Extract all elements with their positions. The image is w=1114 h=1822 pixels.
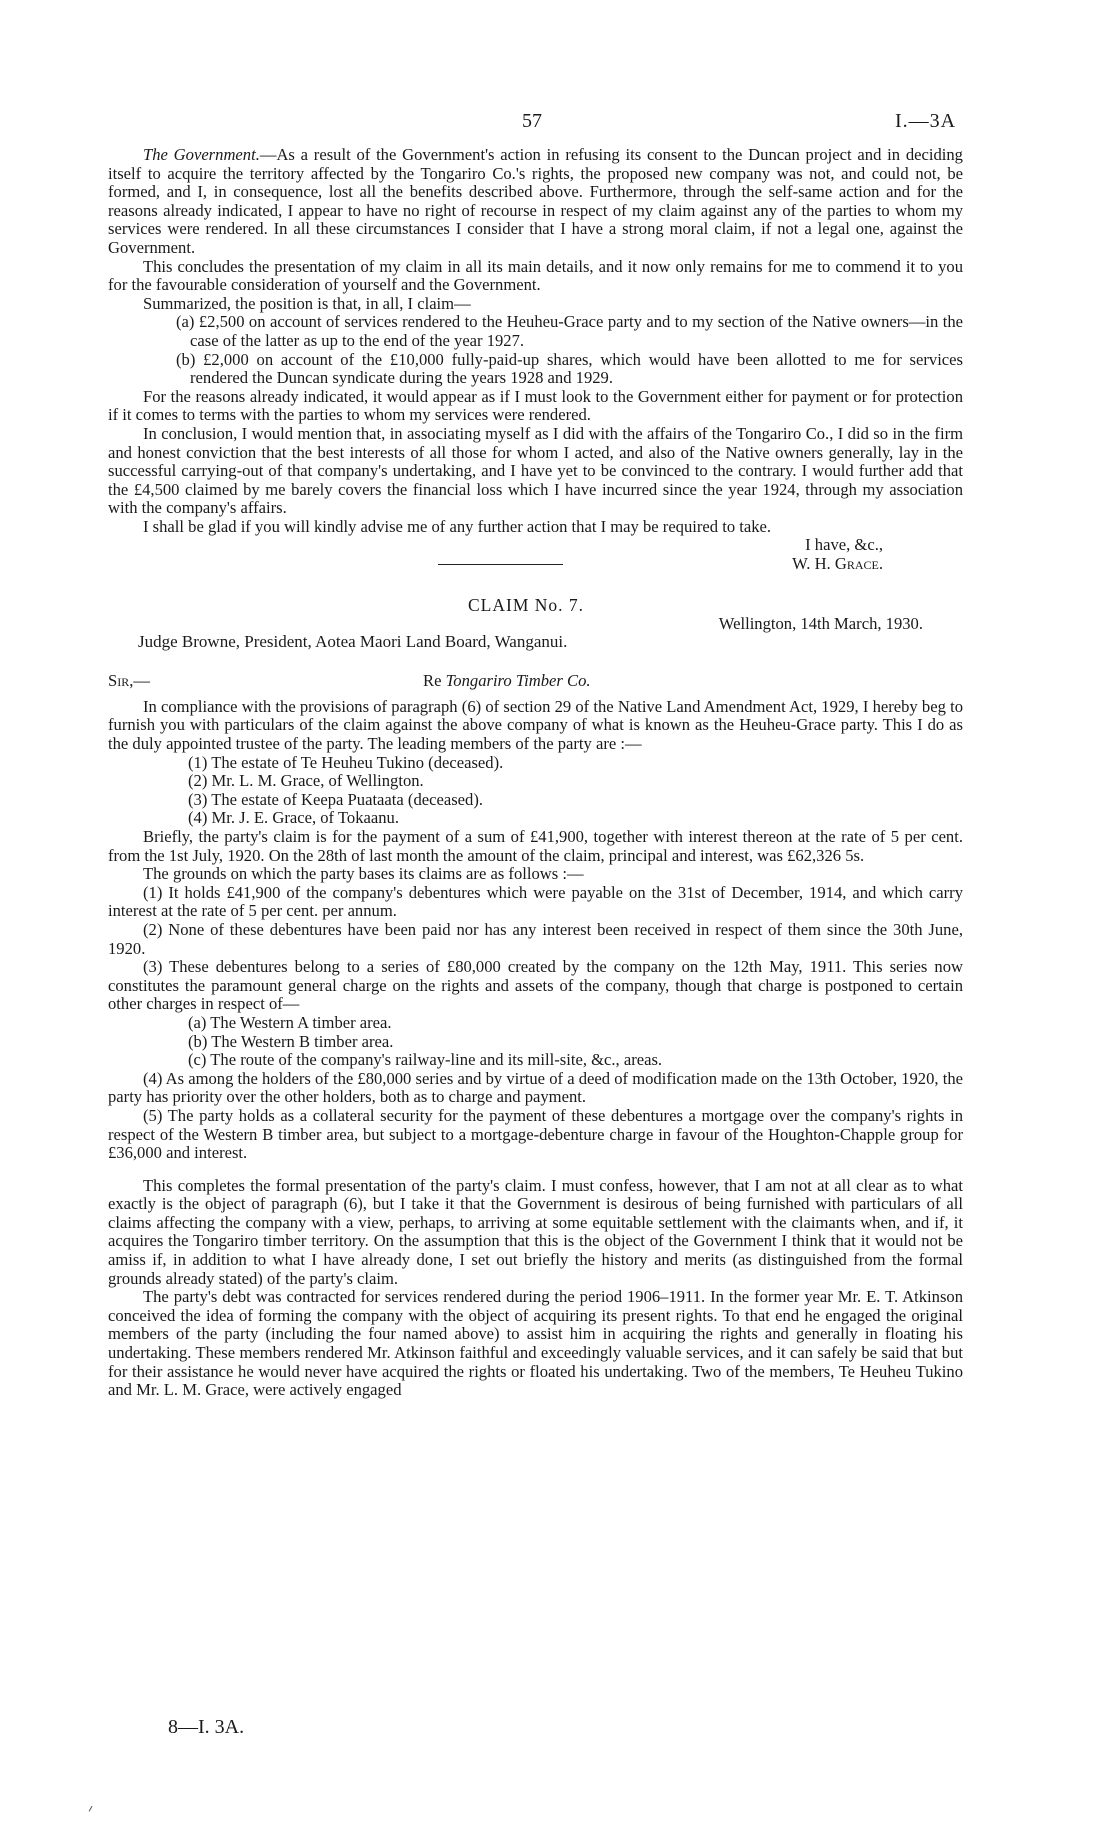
salutation: Sir,— (108, 670, 150, 690)
divider-rule (438, 564, 563, 565)
page-number: 57 (522, 110, 542, 132)
paragraph: In compliance with the provisions of paragraph (6) of section 29 of the Native Land Amendment Act, 1929, I hereby beg to furnish you with particulars of the claim against the above company of what is known as the Heuheu-Grace party. This I do as the duly appointed trustee of the party. The leading members of the party are :— (108, 696, 963, 754)
paragraph: In conclusion, I would mention that, in associating myself as I did with the affairs of the Tongariro Co., I did so in the firm and honest conviction that the best interests of all those for whom I acted, and also of the Native owners generally, lay in the successful carrying-out of that company's undertaking, and I have yet to be convinced to the contrary. I would further add that the £4,500 claimed by me barely covers the financial loss which I have incurred since the year 1924, through my association with the company's affairs. (108, 423, 963, 518)
salutation-line (108, 672, 963, 692)
paragraph: Summarized, the position is that, in all, I claim— (143, 293, 471, 313)
paragraph: Briefly, the party's claim is for the payment of a sum of £41,900, together with interest thereon at the rate of 5 per cent. from the 1st July, 1920. On the 28th of last month the amount of the claim, principal and interest, was £62,326 5s. (108, 827, 963, 865)
ground-item: (5) The party holds as a collateral security for the payment of these debentures a mortgage over the company's rights in respect of the Western B timber area, but subject to a mortgage-debenture charge in favour of the Houghton-Chapple group for £36,000 and interest. (108, 1105, 963, 1163)
claim-item-a: (a) £2,500 on account of services rendered to the Heuheu-Grace party and to my section of the Native owners—in the case of the latter as up to the end of the year 1927. (176, 312, 963, 350)
member-item: (1) The estate of Te Heuheu Tukino (deceased). (188, 752, 504, 772)
ground-item: (4) As among the holders of the £80,000 series and by virtue of a deed of modification made on the 13th October, 1920, the party has priority over the other holders, both as to charge and payment. (108, 1068, 963, 1107)
claim-item-b: (b) £2,000 on account of the £10,000 fully-paid-up shares, which would have been allotted to me for services rendered the Duncan syndicate during the years 1928 and 1929. (176, 349, 963, 388)
member-item: (3) The estate of Keepa Puataata (deceased). (188, 789, 483, 809)
document-reference: I.—3A (895, 110, 957, 132)
page-header (0, 112, 1114, 136)
government-label: The Government. (143, 145, 260, 164)
paragraph: The party's debt was contracted for services rendered during the period 1906–1911. In the former year Mr. E. T. Atkinson conceived the idea of forming the company with the object of acquiring its present rights. To that end he engaged the original members of the party (including the four named above) to assist him in acquiring the rights and generally in floating his undertaking. These members rendered Mr. Atkinson faithful and exceedingly valuable services, and it can safely be said that but for their assistance he would never have acquired the rights or floated his undertaking. Two of the members, Te Heuheu Tukino and Mr. L. M. Grace, were actively engaged (108, 1287, 963, 1400)
re-line: Re Tongariro Timber Co. (423, 670, 591, 690)
re-subject: Tongariro Timber Co. (445, 670, 591, 690)
scan-mark (89, 1806, 94, 1812)
signature: W. H. Grace. (792, 554, 883, 574)
government-paragraph: The Government.—As a result of the Government's action in refusing its consent to the Duncan project and in deciding itself to acquire the territory affected by the Tongariro Co.'s rights, the proposed new company was not, and could not, be formed, and I, in consequence, lost all the benefits described above. Furthermore, through the self-same action and for the reasons already indicated, I appear to have no right of recourse in respect of my claim against any of the parties to whom my services were rendered. In all these circumstances I consider that I have a strong moral claim, if not a legal one, against the Government. (108, 145, 963, 257)
area-item: (c) The route of the company's railway-line and its mill-site, &c., areas. (188, 1050, 663, 1070)
paragraph: This concludes the presentation of my claim in all its main details, and it now only remains for me to commend it to you for the favourable consideration of yourself and the Government. (108, 256, 963, 295)
member-item: (2) Mr. L. M. Grace, of Wellington. (188, 771, 424, 791)
member-item: (4) Mr. J. E. Grace, of Tokaanu. (188, 808, 399, 828)
ground-item: (3) These debentures belong to a series of £80,000 created by the company on the 12th May, 1911. This series now constitutes the paramount general charge on the rights and assets of the company, though that charge is postponed to certain other charges in respect of— (108, 957, 963, 1014)
dateline: Wellington, 14th March, 1930. (718, 613, 923, 633)
paragraph: For the reasons already indicated, it would appear as if I must look to the Government either for payment or for protection if it comes to terms with the parties to whom my services were rendered. (108, 386, 963, 425)
closing: I have, &c., (805, 535, 883, 555)
paragraph: The grounds on which the party bases its claims are as follows :— (143, 864, 584, 884)
signature-mark: 8—I. 3A. (168, 1716, 245, 1738)
ground-item: (2) None of these debentures have been paid nor has any interest been received in respect of them since the 30th June, 1920. (108, 919, 963, 958)
claim-title: CLAIM No. 7. (468, 595, 585, 616)
area-item: (b) The Western B timber area. (188, 1031, 394, 1051)
paragraph: I shall be glad if you will kindly advise me of any further action that I may be required to take. (143, 516, 772, 536)
addressee: Judge Browne, President, Aotea Maori Land Board, Wanganui. (138, 632, 568, 652)
area-item: (a) The Western A timber area. (188, 1012, 392, 1032)
ground-item: (1) It holds £41,900 of the company's debentures which were payable on the 31st of December, 1914, and which carry interest at the rate of 5 per cent. per annum. (108, 882, 963, 921)
page-body (108, 146, 963, 1400)
paragraph: This completes the formal presentation of the party's claim. I must confess, however, that I am not at all clear as to what exactly is the object of paragraph (6), but I take it that the Government is desirous of being furnished with particulars of all claims affecting the company with a view, perhaps, to arriving at some equitable settlement with the claimants when, and if, it acquires the Tongariro timber territory. On the assumption that this is the object of the Government I think that it would not be amiss if, in addition to what I have already done, I set out briefly the history and merits (as distinguished from the formal grounds already stated) of the party's claim. (108, 1175, 963, 1288)
